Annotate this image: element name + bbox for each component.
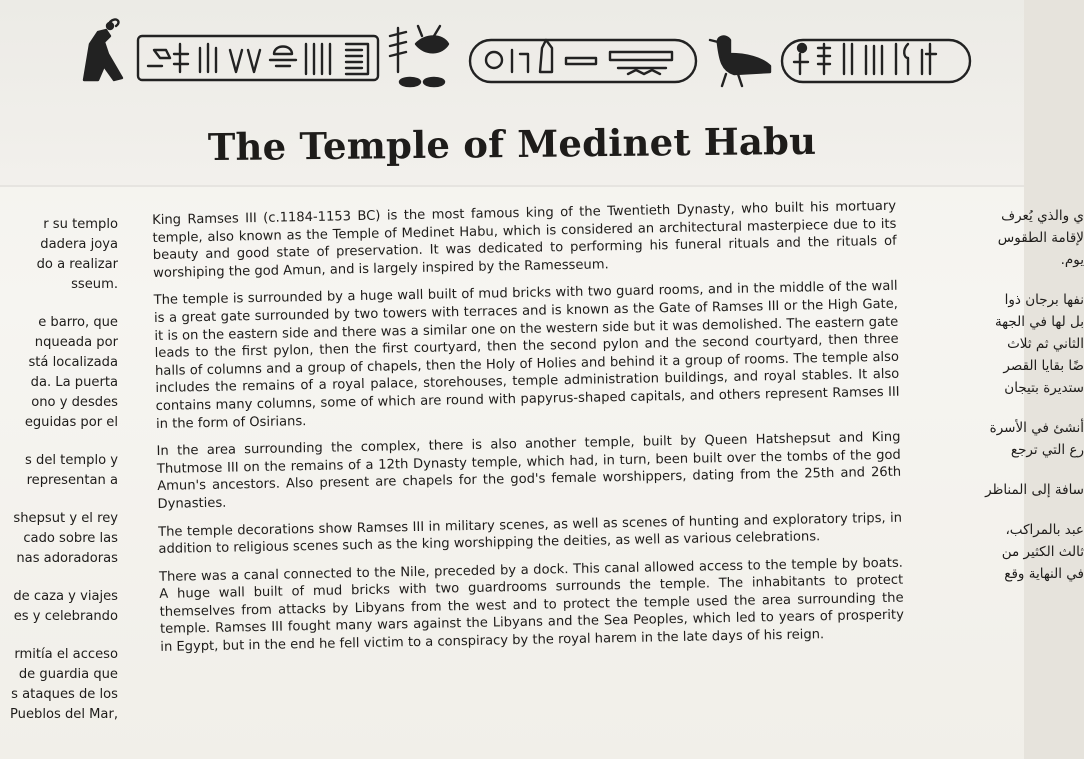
english-paragraph: The temple is surrounded by a huge wall built of mud bricks with two guard rooms, and in the middle of the wall is a great gate surrounded by two towers with terraces and is known as the Gate of Ramses III or the High Gate, it is on the eastern side and there was a similar one on the western side but it was demolished. The eastern gate leads to the first pylon, then the first courtyard, then the second pylon and the second courtyard, then three halls of columns and a group of chapels, then the Holy of Holies and behind it a group of rooms. The temple also includes the remains of a royal palace, storehouses, temple administration buildings, and royal stables. It also contains many columns, some of which are round with papyrus-shaped capitals, and others represent Ramses III in the form of Osirians. bbox=[153, 279, 900, 432]
text-line: يوم. bbox=[1060, 252, 1084, 268]
english-paragraph: The temple decorations show Ramses III in military scenes, as well as scenes of hunting and exploratory trips, in addition to religious scenes such as the king worshipping the deities, as well as various celebrations. bbox=[157, 510, 903, 558]
text-line: ثالث الكثير من bbox=[1001, 544, 1084, 560]
arabic-paragraph bbox=[922, 519, 1084, 585]
text-line: eguidas por el bbox=[24, 415, 118, 430]
hieroglyph-frieze-graphic bbox=[70, 14, 970, 94]
text-line: لإقامة الطقوس bbox=[997, 230, 1084, 246]
spanish-paragraph bbox=[0, 215, 118, 295]
text-line: ي والذي يُعرف bbox=[1001, 208, 1084, 224]
hieroglyph-frieze bbox=[70, 14, 970, 94]
text-line: nqueada por bbox=[34, 335, 118, 350]
text-line: cado sobre las bbox=[23, 531, 118, 546]
text-line: s del templo y bbox=[25, 453, 118, 468]
text-line: nas adoradoras bbox=[16, 551, 118, 566]
text-line: نفها برجان ذوا bbox=[1004, 292, 1084, 308]
spanish-paragraph bbox=[0, 587, 118, 627]
text-line: ستديرة بتيجان bbox=[1004, 380, 1084, 396]
text-line: في النهاية وقع bbox=[1004, 566, 1084, 582]
text-line: dadera joya bbox=[40, 237, 118, 252]
arabic-paragraph bbox=[922, 417, 1084, 461]
text-line: rmitía el acceso bbox=[14, 647, 118, 662]
text-line: shepsut y el rey bbox=[13, 511, 118, 526]
english-paragraph: There was a canal connected to the Nile, preceded by a dock. This canal allowed access to the temple by boats. A huge wall built of mud bricks with two guardrooms surrounds the temple. The inhabitants to protect themselves from attacks by Libyans from the west and to protect the temple used the area surrounding the temple. Ramses III fought many wars against the Libyans and the Sea Peoples, which led to years of prosperity in Egypt, but in the end he fell victim to a conspiracy by the royal harem in the late days of his reign. bbox=[158, 555, 905, 655]
arabic-text-column bbox=[922, 205, 1084, 603]
text-line: do a realizar bbox=[36, 257, 118, 272]
text-line: ضًا بقايا القصر bbox=[1003, 358, 1084, 374]
arabic-paragraph bbox=[922, 205, 1084, 271]
arabic-paragraph bbox=[922, 479, 1084, 501]
text-line: da. La puerta bbox=[30, 375, 118, 390]
text-line: أنشئ في الأسرة bbox=[989, 420, 1084, 436]
page-title: The Temple of Medinet Habu bbox=[207, 118, 817, 170]
text-line: عبد بالمراكب، bbox=[1005, 522, 1084, 538]
english-paragraph: In the area surrounding the complex, there is also another temple, built by Queen Hatshepsut and King Thutmose III on the remains of a 12th Dynasty temple, which had, in turn, been built over the tombs of the god Amun's ancestors. Also present are chapels for the god's female worshippers, dating from the 25th and 26th Dynasties. bbox=[156, 429, 902, 512]
english-paragraph: King Ramses III (c.1184-1153 BC) is the most famous king of the Twentieth Dynasty, who built his mortuary temple, also known as the Temple of Medinet Habu, which is considered an architectural masterpiece due to its beauty and good state of preservation. It was dedicated to performing his funeral rituals and the rituals of worshiping the god Amun, and is largely inspired by the Ramesseum. bbox=[152, 198, 897, 281]
spanish-paragraph bbox=[0, 645, 118, 725]
text-line: رع التي ترجع bbox=[1010, 442, 1084, 458]
text-line: ono y desdes bbox=[31, 395, 118, 410]
spanish-text-column bbox=[0, 215, 118, 743]
text-line: de guardia que bbox=[18, 667, 118, 682]
spanish-paragraph bbox=[0, 451, 118, 491]
text-line: r su templo bbox=[43, 217, 118, 232]
panel-divider bbox=[0, 185, 1024, 187]
text-line: stá localizada bbox=[28, 355, 118, 370]
english-text-column bbox=[152, 198, 905, 667]
text-line: de caza y viajes bbox=[13, 589, 118, 604]
text-line: Pueblos del Mar, bbox=[10, 707, 118, 722]
text-line: بل لها في الجهة bbox=[994, 314, 1084, 330]
text-line: سافة إلى المناظر bbox=[985, 482, 1084, 498]
text-line: sseum. bbox=[71, 277, 118, 292]
spanish-paragraph bbox=[0, 313, 118, 433]
spanish-paragraph bbox=[0, 509, 118, 569]
text-line: الثاني ثم ثلاث bbox=[1007, 336, 1084, 352]
text-line: s ataques de los bbox=[11, 687, 118, 702]
text-line: e barro, que bbox=[38, 315, 118, 330]
arabic-paragraph bbox=[922, 289, 1084, 399]
text-line: es y celebrando bbox=[13, 609, 118, 624]
text-line: representan a bbox=[26, 473, 118, 488]
